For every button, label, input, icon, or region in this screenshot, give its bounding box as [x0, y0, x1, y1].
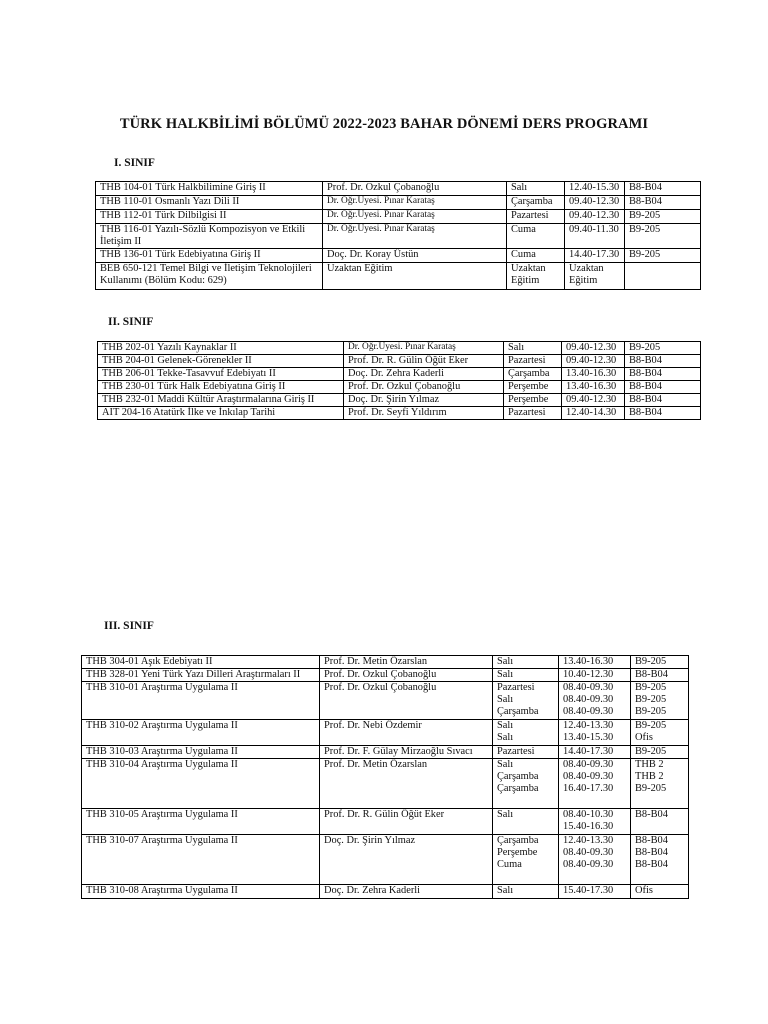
course-cell: THB 310-08 Araştırma Uygulama II — [82, 885, 320, 899]
day-cell: Salı — [507, 182, 565, 196]
course-cell: THB 310-01 Araştırma Uygulama II — [82, 682, 320, 720]
room-cell: B8-B04 B8-B04 B8-B04 — [631, 835, 689, 885]
room-cell: B8-B04 — [625, 394, 701, 407]
instructor-cell: Prof. Dr. Ozkul Çobanoğlu — [320, 669, 493, 682]
instructor-cell: Dr. Öğr.Üyesi. Pınar Karataş — [323, 196, 507, 210]
time-cell: 12.40-13.30 08.40-09.30 08.40-09.30 — [559, 835, 631, 885]
instructor-cell: Dr. Öğr.Üyesi. Pınar Karataş — [323, 210, 507, 224]
instructor-cell: Dr. Öğr.Üyesi. Pınar Karataş — [344, 342, 504, 355]
instructor-cell: Prof. Dr. R. Gülin Öğüt Eker — [344, 355, 504, 368]
table-row — [82, 746, 689, 759]
time-cell: 08.40-09.30 08.40-09.30 08.40-09.30 — [559, 682, 631, 720]
section-heading-3: III. SINIF — [104, 620, 154, 632]
instructor-cell: Doç. Dr. Şirin Yılmaz — [344, 394, 504, 407]
course-cell: THB 206-01 Tekke-Tasavvuf Edebiyatı II — [98, 368, 344, 381]
table-row — [96, 249, 701, 263]
day-cell: Salı — [493, 656, 559, 669]
room-cell: B8-B04 — [625, 368, 701, 381]
room-cell: THB 2 THB 2 B9-205 — [631, 759, 689, 809]
day-cell: Cuma — [507, 249, 565, 263]
room-cell: B9-205 — [625, 249, 701, 263]
table-row — [82, 682, 689, 720]
day-cell: Salı — [493, 669, 559, 682]
day-cell: Perşembe — [504, 381, 562, 394]
day-cell: Salı — [493, 885, 559, 899]
instructor-cell: Prof. Dr. F. Gülay Mirzaoğlu Sıvacı — [320, 746, 493, 759]
table-row — [82, 759, 689, 809]
course-cell: THB 310-07 Araştırma Uygulama II — [82, 835, 320, 885]
time-cell: 09.40-11.30 — [565, 224, 625, 249]
instructor-cell: Prof. Dr. Ozkul Çobanoğlu — [323, 182, 507, 196]
room-cell: Ofis — [631, 885, 689, 899]
day-cell: Çarşamba — [504, 368, 562, 381]
course-cell: THB 110-01 Osmanlı Yazı Dili II — [96, 196, 323, 210]
room-cell: B8-B04 — [631, 809, 689, 835]
day-cell: Çarşamba Perşembe Cuma — [493, 835, 559, 885]
time-cell: 08.40-10.30 15.40-16.30 — [559, 809, 631, 835]
table-row — [82, 669, 689, 682]
course-cell: BEB 650-121 Temel Bilgi ve İletişim Teknolojileri Kullanımı (Bölüm Kodu: 629) — [96, 263, 323, 290]
room-cell: B9-205 — [631, 746, 689, 759]
instructor-cell: Dr. Öğr.Üyesi. Pınar Karataş — [323, 224, 507, 249]
day-cell: Pazartesi — [504, 355, 562, 368]
time-cell: 13.40-16.30 — [562, 368, 625, 381]
course-cell: THB 310-02 Araştırma Uygulama II — [82, 720, 320, 746]
table-row — [98, 355, 701, 368]
table-row — [98, 381, 701, 394]
course-cell: THB 328-01 Yeni Türk Yazı Dilleri Araştırmaları II — [82, 669, 320, 682]
time-cell: 12.40-13.30 13.40-15.30 — [559, 720, 631, 746]
instructor-cell: Prof. Dr. R. Gülin Öğüt Eker — [320, 809, 493, 835]
room-cell — [625, 263, 701, 290]
instructor-cell: Prof. Dr. Ozkul Çobanoğlu — [320, 682, 493, 720]
section-heading-2: II. SINIF — [108, 316, 154, 328]
instructor-cell: Doç. Dr. Zehra Kaderli — [344, 368, 504, 381]
table-row — [82, 835, 689, 885]
table-row — [96, 263, 701, 290]
time-cell: 08.40-09.30 08.40-09.30 16.40-17.30 — [559, 759, 631, 809]
room-cell: B9-205 — [625, 224, 701, 249]
table-row — [98, 394, 701, 407]
room-cell: B8-B04 — [625, 182, 701, 196]
page-title: TÜRK HALKBİLİMİ BÖLÜMÜ 2022-2023 BAHAR DÖNEMİ DERS PROGRAMI — [119, 116, 649, 132]
day-cell: Pazartesi — [504, 407, 562, 420]
time-cell: Uzaktan Eğitim — [565, 263, 625, 290]
schedule-table-3 — [81, 655, 689, 899]
day-cell: Salı Salı — [493, 720, 559, 746]
day-cell: Salı — [504, 342, 562, 355]
time-cell: 09.40-12.30 — [565, 210, 625, 224]
time-cell: 09.40-12.30 — [562, 342, 625, 355]
room-cell: B8-B04 — [625, 381, 701, 394]
room-cell: B8-B04 — [631, 669, 689, 682]
course-cell: THB 202-01 Yazılı Kaynaklar II — [98, 342, 344, 355]
day-cell: Pazartesi Salı Çarşamba — [493, 682, 559, 720]
room-cell: B8-B04 — [625, 407, 701, 420]
course-cell: THB 112-01 Türk Dilbilgisi II — [96, 210, 323, 224]
table-row — [82, 656, 689, 669]
instructor-cell: Prof. Dr. Seyfi Yıldırım — [344, 407, 504, 420]
schedule-table-1 — [95, 181, 701, 290]
time-cell: 12.40-15.30 — [565, 182, 625, 196]
day-cell: Çarşamba — [507, 196, 565, 210]
instructor-cell: Prof. Dr. Metin Özarslan — [320, 759, 493, 809]
day-cell: Pazartesi — [493, 746, 559, 759]
time-cell: 15.40-17.30 — [559, 885, 631, 899]
time-cell: 14.40-17.30 — [565, 249, 625, 263]
time-cell: 13.40-16.30 — [562, 381, 625, 394]
time-cell: 10.40-12.30 — [559, 669, 631, 682]
schedule-table-2 — [97, 341, 701, 420]
room-cell: B8-B04 — [625, 196, 701, 210]
room-cell: B9-205 Ofis — [631, 720, 689, 746]
time-cell: 12.40-14.30 — [562, 407, 625, 420]
course-cell: THB 232-01 Maddi Kültür Araştırmalarına Giriş II — [98, 394, 344, 407]
table-row — [96, 182, 701, 196]
day-cell: Salı — [493, 809, 559, 835]
time-cell: 09.40-12.30 — [562, 394, 625, 407]
table-row — [98, 407, 701, 420]
time-cell: 09.40-12.30 — [562, 355, 625, 368]
room-cell: B9-205 — [625, 210, 701, 224]
course-cell: THB 310-03 Araştırma Uygulama II — [82, 746, 320, 759]
day-cell: Cuma — [507, 224, 565, 249]
table-row — [98, 342, 701, 355]
course-cell: THB 204-01 Gelenek-Görenekler II — [98, 355, 344, 368]
day-cell: Salı Çarşamba Çarşamba — [493, 759, 559, 809]
room-cell: B9-205 — [625, 342, 701, 355]
course-cell: AIT 204-16 Atatürk İlke ve İnkılap Tarihi — [98, 407, 344, 420]
table-row — [82, 809, 689, 835]
day-cell: Perşembe — [504, 394, 562, 407]
instructor-cell: Prof. Dr. Metin Özarslan — [320, 656, 493, 669]
table-row — [82, 885, 689, 899]
course-cell: THB 104-01 Türk Halkbilimine Giriş II — [96, 182, 323, 196]
day-cell: Pazartesi — [507, 210, 565, 224]
section-heading-1: I. SINIF — [114, 157, 155, 169]
table-row — [98, 368, 701, 381]
table-row — [82, 720, 689, 746]
course-cell: THB 310-05 Araştırma Uygulama II — [82, 809, 320, 835]
room-cell: B9-205 B9-205 B9-205 — [631, 682, 689, 720]
day-cell: Uzaktan Eğitim — [507, 263, 565, 290]
room-cell: B9-205 — [631, 656, 689, 669]
table-row — [96, 224, 701, 249]
course-cell: THB 136-01 Türk Edebiyatına Giriş II — [96, 249, 323, 263]
course-cell: THB 116-01 Yazılı-Sözlü Kompozisyon ve Etkili İletişim II — [96, 224, 323, 249]
instructor-cell: Doç. Dr. Zehra Kaderli — [320, 885, 493, 899]
course-cell: THB 230-01 Türk Halk Edebiyatına Giriş II — [98, 381, 344, 394]
instructor-cell: Doç. Dr. Şirin Yılmaz — [320, 835, 493, 885]
instructor-cell: Prof. Dr. Ozkul Çobanoğlu — [344, 381, 504, 394]
table-row — [96, 196, 701, 210]
time-cell: 13.40-16.30 — [559, 656, 631, 669]
course-cell: THB 304-01 Aşık Edebiyatı II — [82, 656, 320, 669]
instructor-cell: Doç. Dr. Koray Üstün — [323, 249, 507, 263]
instructor-cell: Uzaktan Eğitim — [323, 263, 507, 290]
instructor-cell: Prof. Dr. Nebi Özdemir — [320, 720, 493, 746]
room-cell: B8-B04 — [625, 355, 701, 368]
time-cell: 09.40-12.30 — [565, 196, 625, 210]
course-cell: THB 310-04 Araştırma Uygulama II — [82, 759, 320, 809]
time-cell: 14.40-17.30 — [559, 746, 631, 759]
table-row — [96, 210, 701, 224]
